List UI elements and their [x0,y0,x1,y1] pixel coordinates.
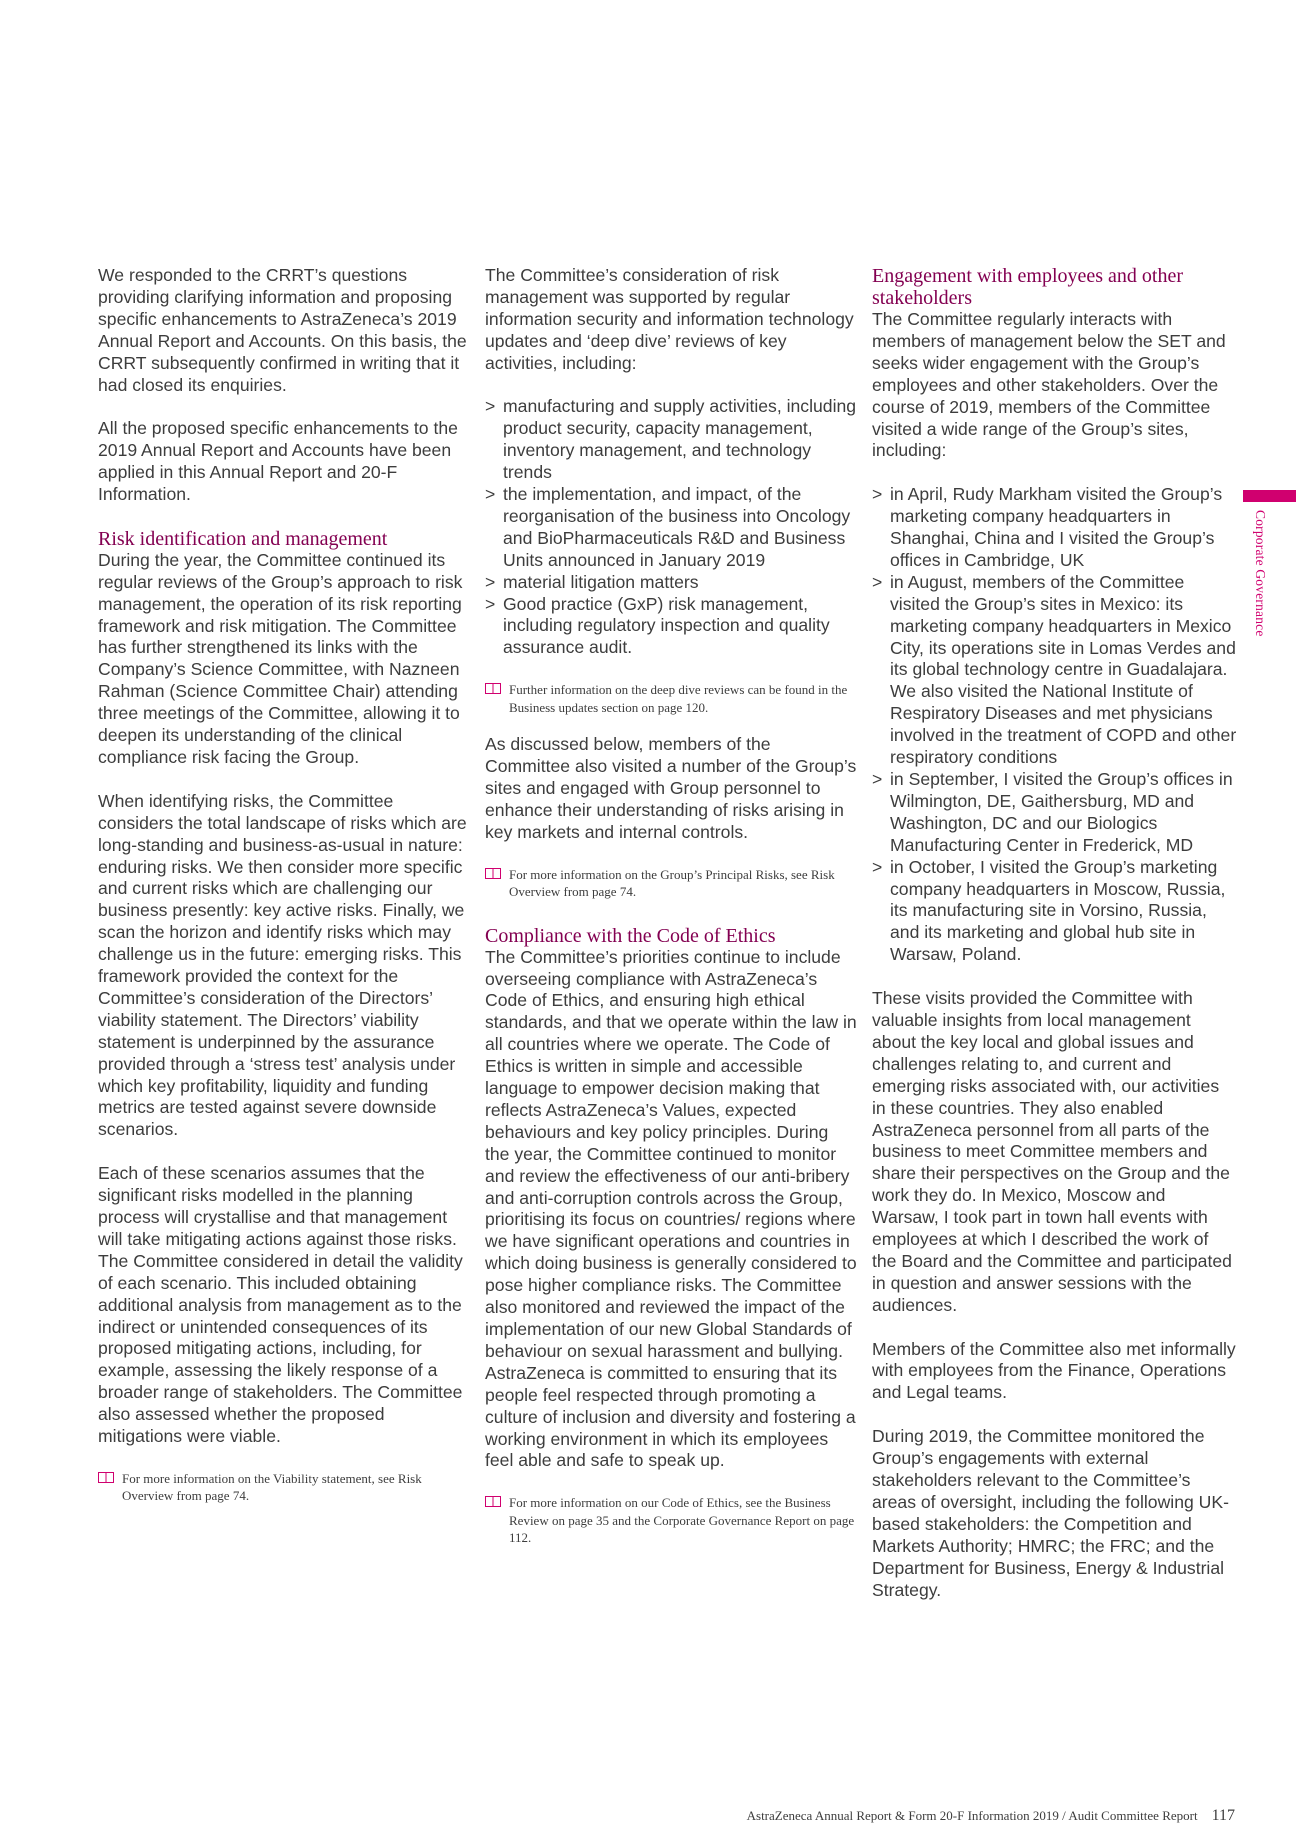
risk-consideration-paragraph: The Committee’s consideration of risk management was supported by regular information security and information technology updates and ‘deep dive’ reviews of key activities, including: [485,265,854,373]
viability-reference-text: For more information on the Viability statement, see Risk Overview from page 74. [122,1470,422,1504]
book-icon [485,683,501,694]
book-icon [98,1472,114,1483]
heading-engagement: Engagement with employees and other stakeholders [872,265,1184,309]
viability-reference[interactable] [98,1470,470,1505]
section-tab-marker [1243,490,1296,502]
list-item: > the implementation, and impact, of the reorganisation of the business into Oncology and BioPharmaceuticals R&D and Business Units announced in January 2019 [485,484,857,572]
visit-insights-paragraph: These visits provided the Committee with valuable insights from local management about the key local and global issues and challenges relating to, and current and emerging risks associated with, our activities in these countries. They also enabled AstraZeneca personnel from all parts of the business to meet Committee members and share their perspectives on the Group and the work they do. In Mexico, Moscow and Warsaw, I took part in town hall events with employees at which I described the work of the Board and the Committee and participated in question and answer sessions with the audiences. [872,988,1232,1315]
list-item: > in September, I visited the Group’s offices in Wilmington, DE, Gaithersburg, MD and Washington, DC and our Biologics Manufacturing Center in Frederick, MD [872,769,1237,857]
column-right [872,265,1237,1623]
code-of-ethics-reference-text: For more information on our Code of Ethics, see the Business Review on page 35 and the Corporate Governance Report on page 112. [509,1495,855,1546]
scenarios-paragraph: Each of these scenarios assumes that the significant risks modelled in the planning process will crystallise and that management will take mitigating actions against those risks. The Committee considered in detail the validity of each scenario. This included obtaining additional analysis from management as to the indirect or unintended consequences of its proposed mitigating actions, including, for example, assessing the likely response of a broader range of stakeholders. The Committee also assessed whether the proposed mitigations were viable. [98,1163,463,1447]
site-visits-list [872,484,1237,966]
ethics-paragraph: The Committee’s priorities continue to include overseeing compliance with AstraZeneca’s Code of Ethics, and ensuring high ethical standards, and that we operate within the law in all countries where we operate. The Code of Ethics is written in simple and accessible language to empower decision making that reflects AstraZeneca’s Values, expected behaviours and key policy principles. During the year, the Committee continued to monitor and review the effectiveness of our anti-bribery and anti-corruption controls across the Group, prioritising its focus on countries/ regions where we have significant operations and countries in which doing business is generally considered to pose higher compliance risks. The Committee also monitored and reviewed the impact of the implementation of our new Global Standards of behaviour on sexual harassment and bullying. AstraZeneca is committed to ensuring that its people feel respected through promoting a culture of inclusion and diversity and fostering a working environment in which its employees feel able and safe to speak up. [485,946,857,1471]
list-item: > Good practice (GxP) risk management, including regulatory inspection and quality assurance audit. [485,594,857,660]
footer-title: AstraZeneca Annual Report & Form 20-F Information 2019 / Audit Committee Report [746,1808,1198,1823]
code-of-ethics-reference[interactable] [485,1494,857,1547]
book-icon [485,868,501,879]
list-item: > material litigation matters [485,572,857,594]
risk-landscape-paragraph: When identifying risks, the Committee considers the total landscape of risks which are long-standing and business-as-usual in nature: enduring risks. We then consider more specific and current risks which are challenging our business presently: key active risks. Finally, we scan the horizon and identify risks which may challenge us in the future: emerging risks. This framework provided the context for the Committee’s consideration of the Directors’ viability statement. The Directors’ viability statement is underpinned by the assurance provided through a ‘stress test’ analysis under which key profitability, liquidity and funding metrics are tested against severe downside scenarios. [98,790,467,1140]
principal-risks-reference[interactable] [485,866,857,901]
page-number: 117 [1211,1807,1235,1824]
principal-risks-reference-text: For more information on the Group’s Principal Risks, see Risk Overview from page 74. [509,866,835,900]
deep-dive-reference[interactable] [485,681,857,716]
deep-dive-list [485,396,857,659]
section-side-label: Corporate Governance [1253,510,1268,637]
list-item: > in April, Rudy Markham visited the Group’s marketing company headquarters in Shanghai, China and I visited the Group’s offices in Cambridge, UK [872,484,1237,572]
list-item: > in October, I visited the Group’s marketing company headquarters in Moscow, Russia, its manufacturing site in Vorsino, Russia, and its marketing and global hub site in Warsaw, Poland. [872,857,1237,967]
list-item: > manufacturing and supply activities, including product security, capacity management, inventory management, and technology trends [485,396,857,484]
column-left [98,265,470,1523]
informal-meetings-paragraph: Members of the Committee also met informally with employees from the Finance, Operations and Legal teams. [872,1338,1236,1403]
crrt-paragraph: We responded to the CRRT’s questions providing clarifying information and proposing specific enhancements to AstraZeneca’s 2019 Annual Report and Accounts. On this basis, the CRRT subsequently confirmed in writing that it had closed its enquiries. [98,265,467,395]
deep-dive-reference-text: Further information on the deep dive reviews can be found in the Business updates section on page 120. [509,682,848,715]
external-stakeholders-paragraph: During 2019, the Committee monitored the Group’s engagements with external stakeholders relevant to the Committee’s areas of oversight, including the following UK-based stakeholders: the Competition and Markets Authority; HMRC; the FRC; and the Department for Business, Energy & Industrial Strategy. [872,1426,1229,1600]
page-footer [600,1807,1235,1825]
risk-reviews-paragraph: During the year, the Committee continued its regular reviews of the Group’s approach to risk management, the operation of its risk reporting framework and risk mitigation. The Committee has further strengthened its links with the Company’s Science Committee, with Nazneen Rahman (Science Committee Chair) attending three meetings of the Committee, allowing it to deepen its understanding of the clinical compliance risk facing the Group. [98,549,463,767]
column-middle [485,265,857,1565]
book-icon [485,1496,501,1507]
engagement-paragraph: The Committee regularly interacts with members of management below the SET and seeks wider engagement with the Group’s employees and other stakeholders. Over the course of 2019, members of the Committee visited a wide range of the Group’s sites, including: [872,309,1226,461]
heading-code-of-ethics: Compliance with the Code of Ethics [485,924,776,947]
heading-risk-identification: Risk identification and management [98,527,388,550]
site-visits-paragraph: As discussed below, members of the Committee also visited a number of the Group’s sites and engaged with Group personnel to enhance their understanding of risks arising in key markets and internal controls. [485,734,857,842]
enhancements-paragraph: All the proposed specific enhancements to the 2019 Annual Report and Accounts have been applied in this Annual Report and 20-F Information. [98,418,458,505]
list-item: > in August, members of the Committee visited the Group’s sites in Mexico: its marketing company headquarters in Mexico City, its operations site in Lomas Verdes and its global technology centre in Guadalajara. We also visited the National Institute of Respiratory Diseases and met physicians involved in the treatment of COPD and other respiratory conditions [872,572,1237,769]
